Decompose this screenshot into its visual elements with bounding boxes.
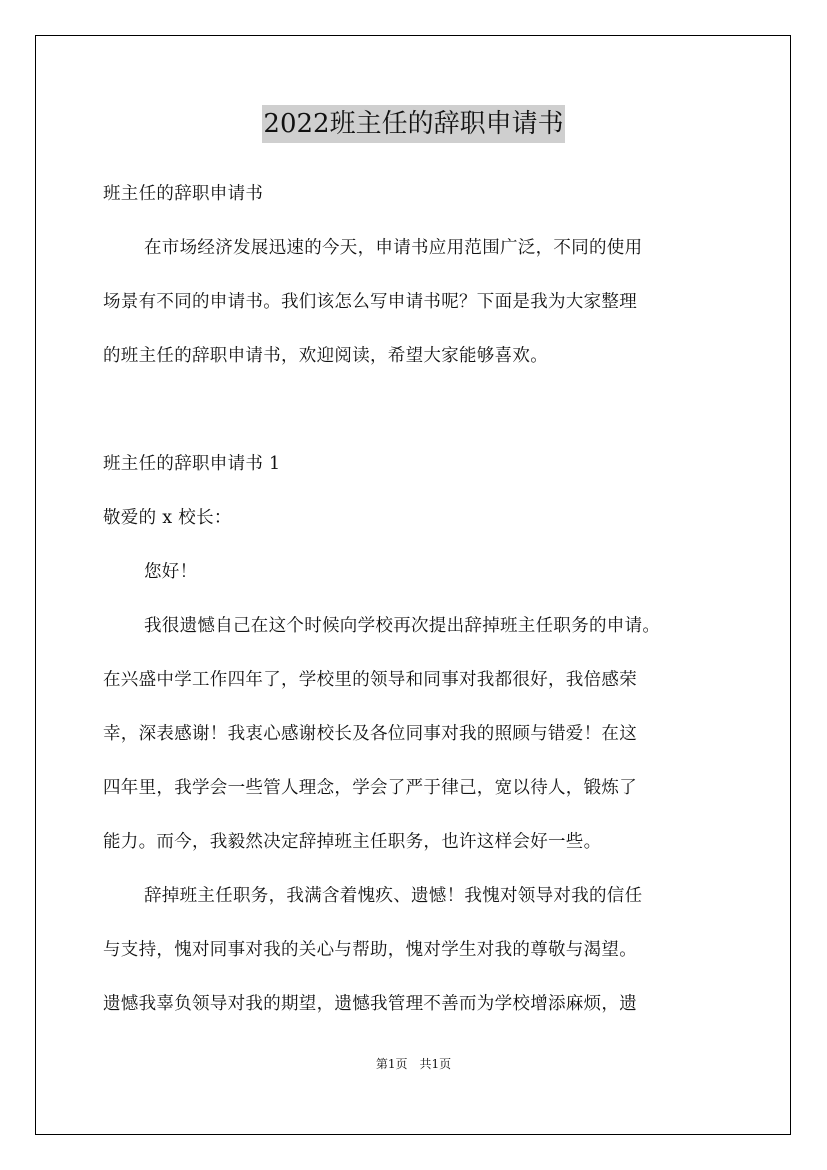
paragraph-line: 与支持，愧对同事对我的关心与帮助，愧对学生对我的尊敬与渴望。: [103, 940, 637, 960]
section-heading: 班主任的辞职申请书 1: [103, 454, 281, 474]
intro-line: 场景有不同的申请书。我们该怎么写申请书呢？下面是我为大家整理: [103, 292, 637, 312]
page-footer: 第1页 共1页: [375, 1057, 452, 1071]
paragraph-line: 四年里，我学会一些管人理念，学会了严于律己，宽以待人，锻炼了: [103, 778, 637, 798]
intro-line: 在市场经济发展迅速的今天，申请书应用范围广泛，不同的使用: [144, 238, 643, 258]
intro-line: 的班主任的辞职申请书，欢迎阅读，希望大家能够喜欢。: [103, 346, 548, 366]
paragraph-line: 我很遗憾自己在这个时候向学校再次提出辞掉班主任职务的申请。: [144, 616, 661, 636]
paragraph-line: 能力。而今，我毅然决定辞掉班主任职务，也许这样会好一些。: [103, 832, 602, 852]
paragraph-line: 遗憾我辜负领导对我的期望，遗憾我管理不善而为学校增添麻烦，遗: [103, 994, 637, 1014]
paragraph-line: 辞掉班主任职务，我满含着愧疚、遗憾！我愧对领导对我的信任: [144, 886, 643, 906]
greeting: 您好！: [144, 562, 198, 582]
paragraph-line: 幸，深表感谢！我衷心感谢校长及各位同事对我的照顾与错爱！在这: [103, 724, 637, 744]
salutation: 敬爱的 x 校长：: [103, 508, 232, 528]
document-title: 2022班主任的辞职申请书: [0, 102, 827, 143]
subtitle: 班主任的辞职申请书: [103, 184, 264, 204]
paragraph-line: 在兴盛中学工作四年了，学校里的领导和同事对我都很好，我倍感荣: [103, 670, 637, 690]
